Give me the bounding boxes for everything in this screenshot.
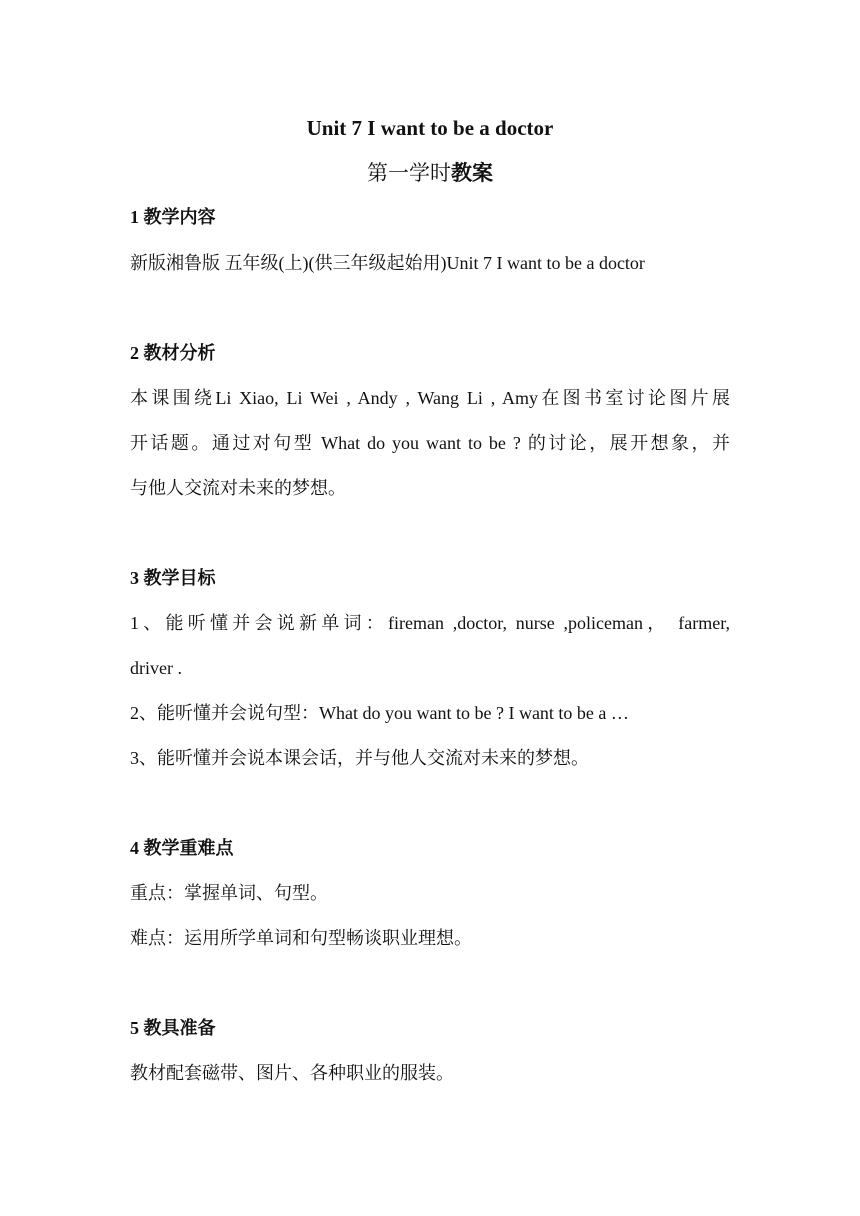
section-heading-keypoints: 4 教学重难点	[130, 838, 234, 858]
document-subtitle	[0, 158, 860, 188]
section-content-line: 新版湘鲁版 五年级(上)(供三年级起始用)Unit 7 I want to be a doctor	[130, 253, 645, 273]
section-heading-content: 1 教学内容	[130, 207, 216, 227]
objective-line: 1、能听懂并会说新单词：fireman ,doctor, nurse ,policeman， farmer,	[130, 613, 730, 633]
section-heading-analysis: 2 教材分析	[130, 343, 216, 363]
document-title: Unit 7 I want to be a doctor	[306, 116, 554, 140]
objective-line: 2、能听懂并会说句型：What do you want to be ? I want to be a …	[130, 703, 629, 723]
keypoint-line: 重点：掌握单词、句型。	[130, 883, 328, 903]
keypoint-line: 难点：运用所学单词和句型畅谈职业理想。	[130, 928, 472, 948]
section-heading-objectives: 3 教学目标	[130, 568, 216, 588]
section-heading-materials: 5 教具准备	[130, 1018, 216, 1038]
objective-line: driver .	[130, 658, 182, 678]
materials-line: 教材配套磁带、图片、各种职业的服装。	[130, 1063, 454, 1083]
subtitle-bold: 教案	[451, 161, 493, 185]
subtitle-plain: 第一学时	[367, 161, 451, 185]
objective-line: 3、能听懂并会说本课会话，并与他人交流对未来的梦想。	[130, 748, 589, 768]
section-analysis-line: 开话题。通过对句型 What do you want to be ? 的讨论，展开想象，并	[130, 433, 730, 453]
section-analysis-line: 与他人交流对未来的梦想。	[130, 478, 346, 498]
section-analysis-line: 本课围绕Li Xiao, Li Wei , Andy , Wang Li , Amy在图书室讨论图片展	[130, 388, 730, 408]
